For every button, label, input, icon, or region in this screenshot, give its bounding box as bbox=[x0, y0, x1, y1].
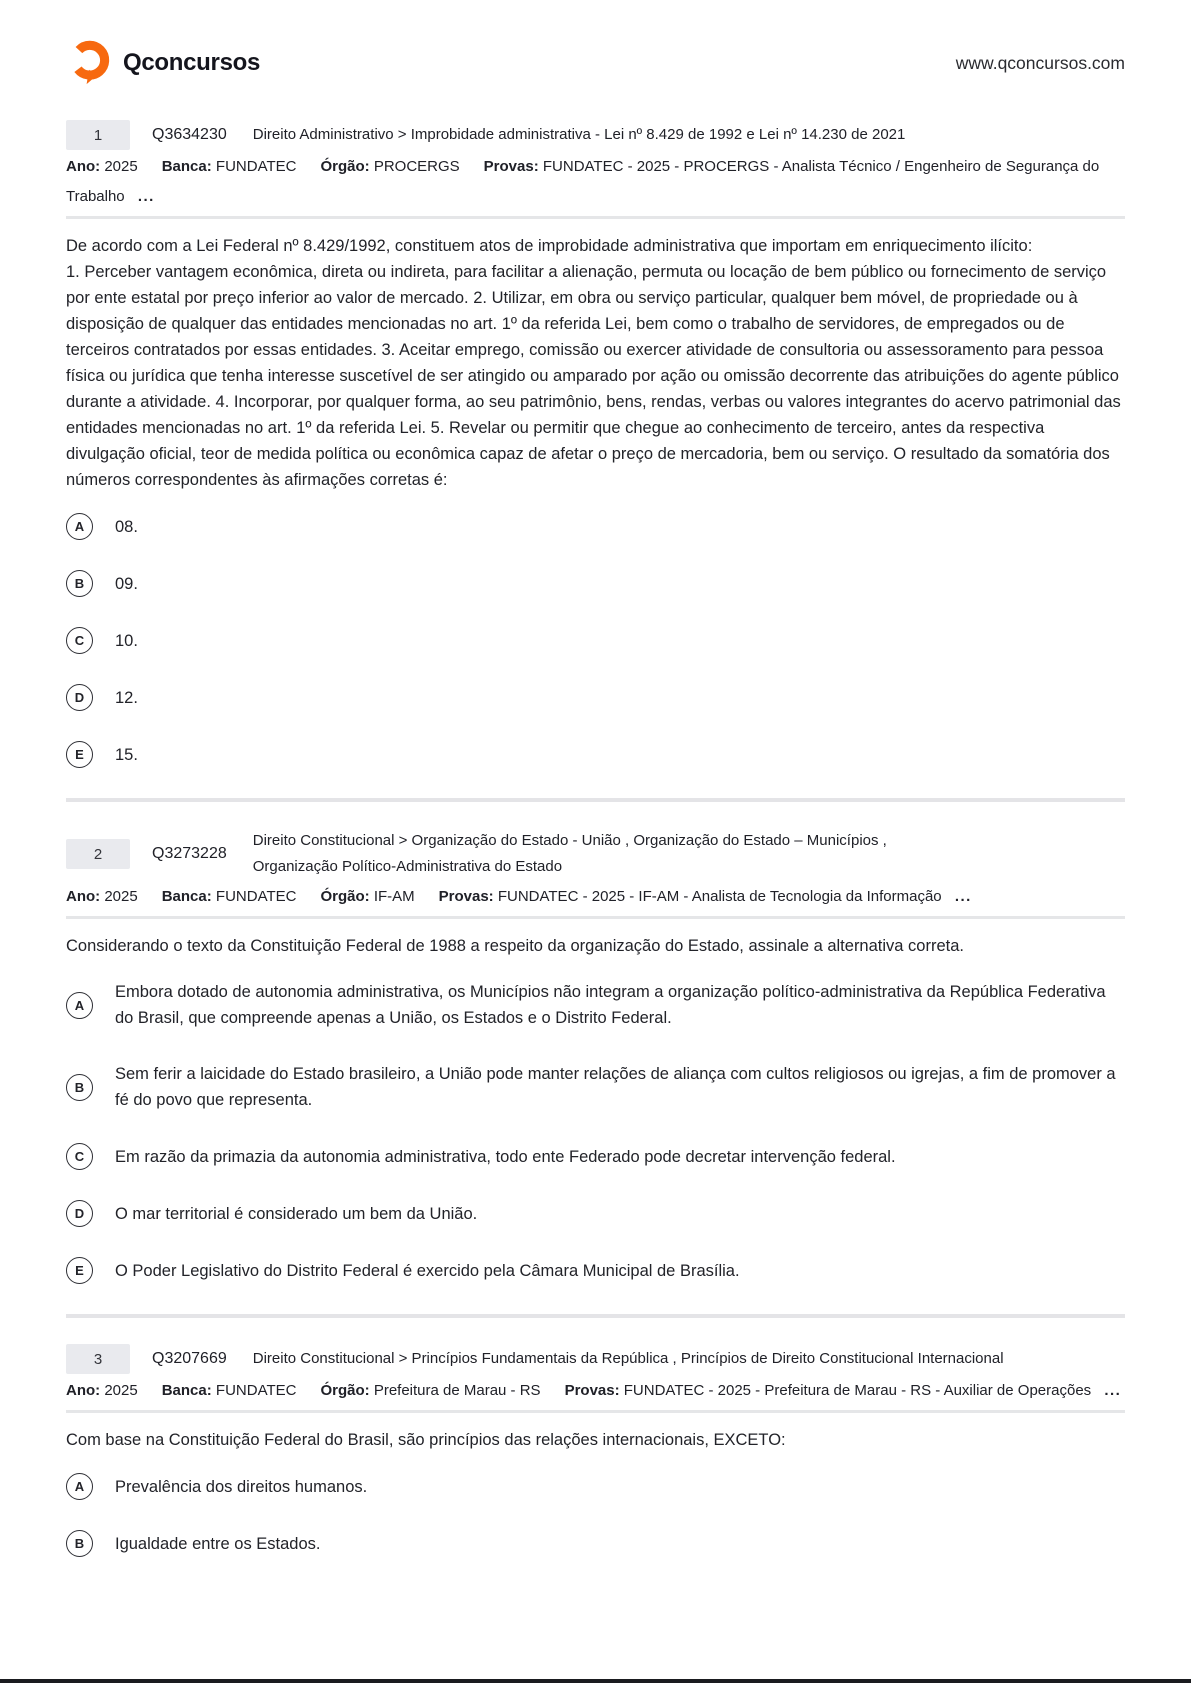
breadcrumb-line: Direito Constitucional > Organização do Estado - União , Organização do Estado – Municípios , bbox=[252, 832, 887, 849]
option-a[interactable] bbox=[66, 1473, 1125, 1500]
option-text: 08. bbox=[115, 517, 138, 536]
breadcrumb-line: Direito Administrativo > Improbidade administrativa - Lei nº 8.429 de 1992 e Lei nº 14.230 de 2021 bbox=[252, 126, 906, 143]
option-letter-circle: D bbox=[66, 1200, 93, 1227]
options-list bbox=[66, 513, 1125, 768]
question-id-link[interactable]: Q3634230 bbox=[152, 126, 227, 143]
site-url: www.qconcursos.com bbox=[955, 52, 1125, 73]
option-text: Prevalência dos direitos humanos. bbox=[115, 1477, 368, 1496]
question-paragraph: 1. Perceber vantagem econômica, direta ou indireta, para facilitar a alienação, permuta ou locação de bem público ou fornecimento de serviço por ente estatal por preço inferior ao valor de mercado. 2. Utilizar, em obra ou serviço particular, qualquer bem móvel, de propriedade ou à disposição de qualquer das entidades mencionadas no art. 1º da referida Lei, bem como o trabalho de servidores, de empregados ou de terceiros contratados por essas entidades. 3. Aceitar emprego, comissão ou exercer atividade de consultoria ou assessoramento para pessoa física ou jurídica que tenha interesse suscetível de ser atingido ou amparado por ação ou omissão decorrente das atribuições do agente público durante a atividade. 4. Incorporar, por qualquer forma, ao seu patrimônio, bens, rendas, verbas ou valores integrantes do acervo patrimonial das entidades mencionadas no art. 1º da referida Lei. 5. Revelar ou permitir que chegue ao conhecimento de terceiro, antes da respectiva divulgação oficial, teor de medida política ou econômica capaz de afetar o preço de mercadoria, bem ou serviço. O resultado da somatória dos números correspondentes às afirmações corretas é: bbox=[66, 263, 1121, 489]
option-text: Sem ferir a laicidade do Estado brasileiro, a União pode manter relações de aliança com cultos religiosos ou igrejas, a fim de promover a fé do povo que representa. bbox=[115, 1065, 1116, 1109]
question-block-2 bbox=[66, 828, 1125, 1284]
question-number: 3 bbox=[66, 1344, 130, 1374]
question-text bbox=[66, 233, 1125, 493]
breadcrumb-line: Direito Constitucional > Princípios Fundamentais da República , Princípios de Direito Constitucional Internacional bbox=[252, 1350, 1004, 1367]
option-letter-circle: A bbox=[66, 992, 93, 1019]
orgao-label: Órgão: bbox=[320, 888, 370, 905]
option-text: Em razão da primazia da autonomia administrativa, todo ente Federado pode decretar intervenção federal. bbox=[115, 1147, 896, 1166]
option-text: 09. bbox=[115, 574, 138, 593]
option-letter-circle: A bbox=[66, 1473, 93, 1500]
meta-divider bbox=[66, 216, 1125, 219]
orgao-label: Órgão: bbox=[320, 1382, 370, 1399]
ano-value: 2025 bbox=[104, 1382, 138, 1399]
option-text: 10. bbox=[115, 631, 138, 650]
banca-value: FUNDATEC bbox=[215, 158, 297, 175]
option-e[interactable] bbox=[66, 741, 1125, 768]
option-text: O Poder Legislativo do Distrito Federal é exercido pela Câmara Municipal de Brasília. bbox=[115, 1261, 740, 1280]
question-text bbox=[66, 1427, 1125, 1453]
option-letter-circle: C bbox=[66, 627, 93, 654]
breadcrumb bbox=[253, 122, 1125, 148]
option-b[interactable] bbox=[66, 1530, 1125, 1557]
meta-divider bbox=[66, 916, 1125, 919]
option-text: Igualdade entre os Estados. bbox=[115, 1534, 321, 1553]
question-number: 1 bbox=[66, 120, 130, 150]
provas-value: FUNDATEC - 2025 - PROCERGS - Analista Técnico / Engenheiro de Segurança do Trabalho bbox=[66, 158, 1100, 205]
page-bottom-edge bbox=[0, 1679, 1191, 1683]
banca-label: Banca: bbox=[161, 888, 212, 905]
option-text: O mar territorial é considerado um bem da União. bbox=[115, 1204, 478, 1223]
option-c[interactable] bbox=[66, 1143, 1125, 1170]
banca-value: FUNDATEC bbox=[215, 888, 297, 905]
ano-label: Ano: bbox=[66, 158, 101, 175]
question-id-link[interactable]: Q3207669 bbox=[152, 1350, 227, 1367]
options-list bbox=[66, 979, 1125, 1284]
question-paragraph: De acordo com a Lei Federal nº 8.429/1992, constituem atos de improbidade administrativa que importam em enriquecimento ilícito: bbox=[66, 237, 1033, 255]
qconcursos-q-icon bbox=[66, 40, 112, 86]
option-e[interactable] bbox=[66, 1257, 1125, 1284]
option-d[interactable] bbox=[66, 684, 1125, 711]
provas-label: Provas: bbox=[564, 1382, 620, 1399]
option-text: 12. bbox=[115, 688, 138, 707]
ano-value: 2025 bbox=[104, 158, 138, 175]
question-meta bbox=[66, 1376, 1125, 1406]
option-c[interactable] bbox=[66, 627, 1125, 654]
orgao-value: PROCERGS bbox=[373, 158, 460, 175]
question-header bbox=[66, 120, 1125, 150]
orgao-value: Prefeitura de Marau - RS bbox=[373, 1382, 541, 1399]
question-meta bbox=[66, 152, 1125, 212]
question-header bbox=[66, 828, 1125, 880]
option-letter-circle: B bbox=[66, 1530, 93, 1557]
option-a[interactable] bbox=[66, 513, 1125, 540]
question-id-link[interactable]: Q3273228 bbox=[152, 845, 227, 862]
page-header bbox=[66, 0, 1125, 86]
orgao-value: IF-AM bbox=[373, 888, 415, 905]
banca-label: Banca: bbox=[161, 1382, 212, 1399]
section-divider bbox=[66, 1314, 1125, 1318]
option-letter-circle: A bbox=[66, 513, 93, 540]
provas-more-ellipsis: ... bbox=[1104, 1382, 1122, 1399]
provas-value: FUNDATEC - 2025 - Prefeitura de Marau - RS - Auxiliar de Operações bbox=[623, 1382, 1092, 1399]
orgao-label: Órgão: bbox=[320, 158, 370, 175]
provas-label: Provas: bbox=[483, 158, 539, 175]
question-number: 2 bbox=[66, 839, 130, 869]
ano-label: Ano: bbox=[66, 1382, 101, 1399]
banca-label: Banca: bbox=[161, 158, 212, 175]
option-b[interactable] bbox=[66, 1061, 1125, 1113]
question-header bbox=[66, 1344, 1125, 1374]
option-text: Embora dotado de autonomia administrativa, os Municípios não integram a organização político-administrativa da República Federativa do Brasil, que compreende apenas a União, os Estados e o Distrito Federal. bbox=[115, 983, 1106, 1027]
option-letter-circle: D bbox=[66, 684, 93, 711]
option-letter-circle: B bbox=[66, 1074, 93, 1101]
question-block-1 bbox=[66, 120, 1125, 768]
options-list bbox=[66, 1473, 1125, 1557]
ano-value: 2025 bbox=[104, 888, 138, 905]
option-letter-circle: C bbox=[66, 1143, 93, 1170]
option-letter-circle: E bbox=[66, 741, 93, 768]
question-text bbox=[66, 933, 1125, 959]
meta-divider bbox=[66, 1410, 1125, 1413]
qconcursos-logo bbox=[66, 40, 260, 86]
question-paragraph: Com base na Constituição Federal do Brasil, são princípios das relações internacionais, EXCETO: bbox=[66, 1431, 786, 1449]
provas-more-ellipsis: ... bbox=[954, 888, 972, 905]
ano-label: Ano: bbox=[66, 888, 101, 905]
breadcrumb bbox=[253, 1346, 1125, 1372]
option-letter-circle: B bbox=[66, 570, 93, 597]
option-b[interactable] bbox=[66, 570, 1125, 597]
breadcrumb-line: Organização Político-Administrativa do Estado bbox=[252, 858, 563, 875]
provas-label: Provas: bbox=[438, 888, 494, 905]
option-a[interactable] bbox=[66, 979, 1125, 1031]
logo-wordmark: Qconcursos bbox=[123, 49, 261, 76]
section-divider bbox=[66, 798, 1125, 802]
question-paragraph: Considerando o texto da Constituição Federal de 1988 a respeito da organização do Estado, assinale a alternativa correta. bbox=[66, 937, 964, 955]
option-text: 15. bbox=[115, 745, 138, 764]
question-meta bbox=[66, 882, 1125, 912]
banca-value: FUNDATEC bbox=[215, 1382, 297, 1399]
option-d[interactable] bbox=[66, 1200, 1125, 1227]
question-block-3 bbox=[66, 1344, 1125, 1557]
provas-more-ellipsis: ... bbox=[137, 188, 155, 205]
option-letter-circle: E bbox=[66, 1257, 93, 1284]
breadcrumb bbox=[253, 828, 1125, 880]
provas-value: FUNDATEC - 2025 - IF-AM - Analista de Tecnologia da Informação bbox=[497, 888, 942, 905]
